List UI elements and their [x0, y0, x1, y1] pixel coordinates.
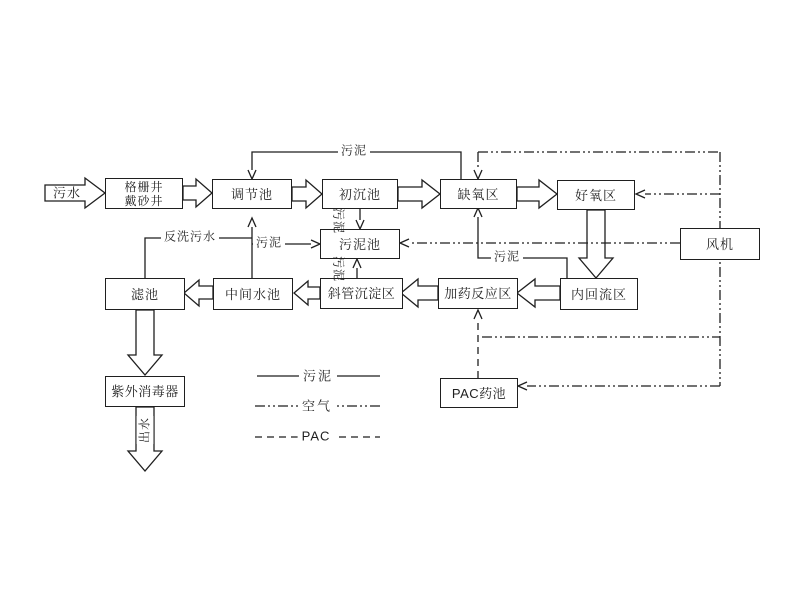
box-blower-label: 风机 — [705, 236, 734, 252]
box-uv-disinfector — [105, 376, 185, 407]
box-aerobic-zone — [557, 180, 635, 210]
air-top-horizontal — [474, 152, 720, 179]
arrow-recycle-to-dosing — [517, 279, 560, 307]
arrow-dosing-to-tube-settler — [401, 279, 438, 307]
box-aerobic-zone-label: 好氧区 — [574, 187, 617, 203]
box-anoxic-zone-label: 缺氧区 — [457, 186, 500, 202]
line-backwash-filter-to-regulating — [145, 218, 256, 278]
box-pac-tank-label: PAC药池 — [451, 385, 507, 401]
line-sludge-primary-to-sludge-tank — [356, 209, 364, 229]
box-regulating-tank-label: 调节池 — [230, 186, 273, 202]
effluent-label: 出水 — [137, 416, 152, 444]
sludge-label-rotated-upper: 污泥 — [331, 207, 346, 235]
box-grit-well-line2: 戴砂井 — [124, 193, 164, 208]
box-filter-tank — [105, 278, 185, 310]
arrow-intermediate-to-filter — [184, 280, 213, 306]
box-internal-recycle-zone-label: 内回流区 — [570, 286, 627, 302]
legend-label-sludge: 污泥 — [299, 366, 337, 385]
influent-label: 污水 — [52, 185, 82, 201]
sludge-label-recycle: 污泥 — [491, 251, 523, 264]
arrow-aerobic-to-recycle — [579, 210, 613, 278]
box-primary-sedimentation-label: 初沉池 — [338, 186, 381, 202]
air-to-pac-tank — [518, 382, 720, 390]
box-tube-settling-zone — [320, 278, 403, 309]
box-internal-recycle-zone — [560, 278, 638, 310]
box-sludge-tank-label: 污泥池 — [338, 236, 381, 252]
box-primary-sedimentation — [322, 179, 398, 209]
box-anoxic-zone — [440, 179, 517, 209]
sludge-label-rotated-lower: 污泥 — [331, 255, 346, 283]
sludge-label-mid: 污泥 — [253, 237, 285, 250]
arrow-regulating-to-primary — [292, 180, 322, 208]
arrow-tube-settler-to-intermediate — [294, 281, 320, 305]
box-grit-well — [105, 178, 183, 209]
arrow-primary-to-anoxic — [398, 180, 440, 208]
line-sludge-tube-settler-to-sludge-tank — [353, 259, 361, 278]
box-dosing-reaction-zone-label: 加药反应区 — [444, 286, 512, 301]
box-intermediate-tank-label: 中间水池 — [224, 286, 281, 302]
box-blower — [680, 228, 760, 260]
box-intermediate-tank — [213, 278, 293, 310]
box-uv-disinfector-label: 紫外消毒器 — [111, 384, 179, 399]
box-regulating-tank — [212, 179, 292, 209]
box-filter-tank-label: 滤池 — [130, 286, 159, 302]
box-tube-settling-zone-label: 斜管沉淀区 — [327, 286, 396, 301]
sludge-label-top: 污泥 — [338, 145, 370, 158]
arrow-filter-to-uv — [128, 310, 162, 375]
box-grit-well-line1: 格栅井 — [124, 179, 164, 194]
box-pac-tank — [440, 378, 518, 408]
legend-label-air: 空气 — [298, 396, 336, 415]
backwash-label: 反洗污水 — [161, 231, 219, 244]
box-dosing-reaction-zone — [438, 278, 518, 309]
legend-label-pac: PAC — [298, 429, 335, 444]
air-to-aerobic — [636, 190, 720, 198]
pac-to-dosing — [474, 310, 482, 378]
arrow-anoxic-to-aerobic — [517, 180, 557, 208]
air-to-sludge-tank — [400, 239, 680, 247]
arrow-grit-to-regulating — [183, 179, 212, 207]
